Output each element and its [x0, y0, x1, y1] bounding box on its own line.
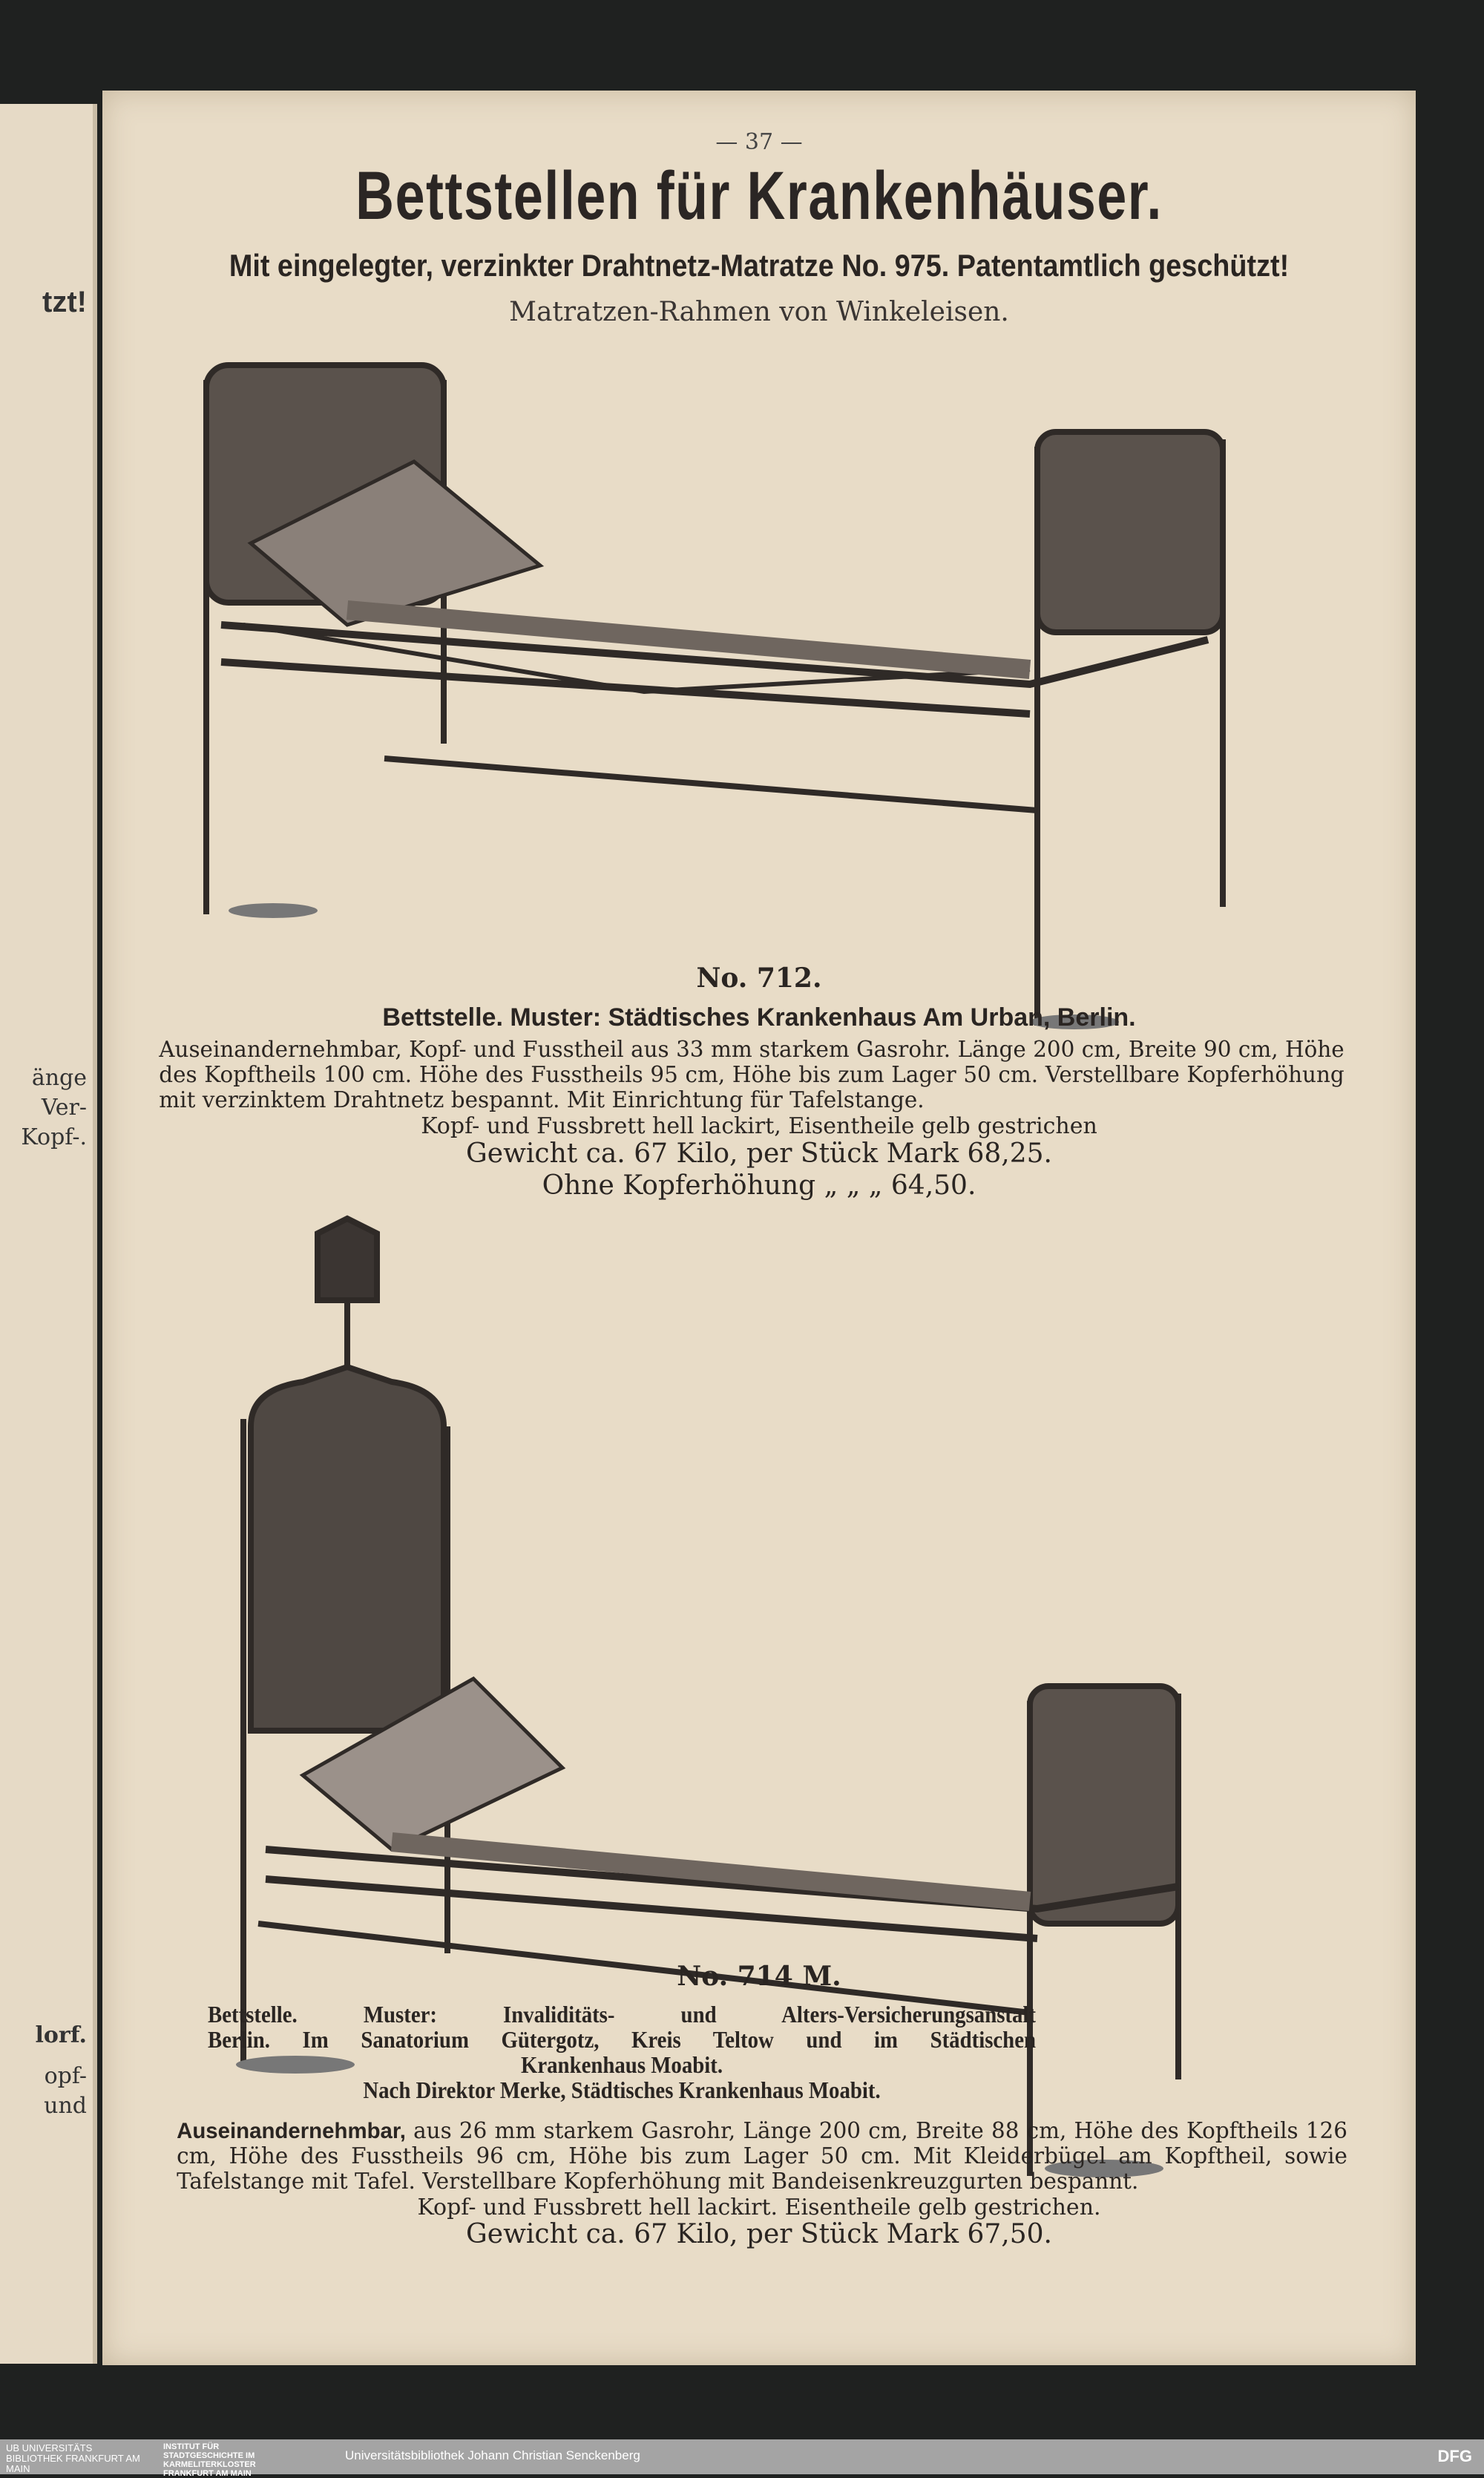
fragment: und: [44, 2093, 87, 2119]
subtitle: Mit eingelegter, verzinkter Drahtnetz-Matratze No. 975. Patentamtlich geschützt!: [229, 248, 1290, 283]
item-714m-price: Gewicht ca. 67 Kilo, per Stück Mark 67,50.: [466, 2219, 1052, 2249]
dfg-logo[interactable]: DFG: [1437, 2447, 1472, 2465]
institut-logo[interactable]: INSTITUT FÜR STADTGESCHICHTE IM KARMELITERKLOSTER FRANKFURT AM MAIN: [163, 2442, 256, 2478]
ub-logo[interactable]: UB UNIVERSITÄTS BIBLIOTHEK FRANKFURT AM MAIN: [6, 2442, 140, 2474]
fragment: tzt!: [42, 286, 87, 318]
fragment: Kopf-.: [21, 1124, 87, 1150]
item-714m-finish: Kopf- und Fussbrett hell lackirt. Eisentheile gelb gestrichen.: [417, 2195, 1101, 2220]
description-text: aus 26 mm starkem Gasrohr, Länge 200 cm, Breite 88 cm, Höhe des Kopftheils 126 cm, Höhe des Fusstheils 96 cm, Höhe bis zum Lager 50 cm. Mit Kleiderbügel am Kopftheil, sowie Tafelstange mit Tafel. Verstellbare Kopferhöhung mit Bandeisenkreuzgurten bespannt.: [177, 2118, 1347, 2195]
heading-line: Krankenhaus Moabit.: [520, 2051, 723, 2078]
footer-bar: [0, 2439, 1484, 2478]
library-name: Universitätsbibliothek Johann Christian Senckenberg: [345, 2448, 640, 2462]
fragment: Ver-: [41, 1095, 87, 1121]
item-712-description: Auseinandernehmbar, Kopf- und Fusstheil aus 33 mm starkem Gasrohr. Länge 200 cm, Breite 90 cm, Höhe des Kopftheils 100 cm. Höhe des Fusstheils 95 cm, Höhe bis zum Lager 50 cm. Verstellbare Kopferhöhung mit verzinktem Drahtnetz bespannt. Mit Einrichtung für Tafelstange.: [159, 1037, 1345, 1113]
heading-line: Nach Direktor Merke, Städtisches Krankenhaus Moabit.: [363, 2077, 881, 2103]
page-title: Bettstellen für Krankenhäuser.: [355, 158, 1163, 234]
bed-712-illustration: [199, 343, 1356, 1055]
description-lead: Auseinandernehmbar,: [177, 2119, 406, 2143]
catalog-page: [102, 91, 1416, 2365]
item-714m-heading: [162, 2002, 1082, 2102]
page-number: — 37 —: [715, 129, 803, 155]
item-714m-number: No. 714 M.: [677, 1961, 841, 1992]
item-712-number: No. 712.: [696, 963, 822, 994]
heading-line: Bettstelle. Muster: Invaliditäts- und Alters-Versicherungsanstalt: [208, 2001, 1036, 2028]
fragment: opf-: [44, 2063, 87, 2089]
subtitle-2: Matratzen-Rahmen von Winkeleisen.: [509, 297, 1009, 327]
item-714m-description: [177, 2119, 1347, 2195]
fragment: lorf.: [35, 2022, 87, 2048]
fragment: änge: [31, 1065, 87, 1091]
item-712-price-without: Ohne Kopferhöhung „ „ „ 64,50.: [542, 1170, 976, 1201]
heading-line: Berlin. Im Sanatorium Gütergotz, Kreis Teltow und im Städtischen: [208, 2026, 1036, 2053]
left-page-edge: [0, 104, 97, 2364]
item-712-finish: Kopf- und Fussbrett hell lackirt, Eisentheile gelb gestrichen: [421, 1113, 1097, 1139]
item-712-heading: Bettstelle. Muster: Städtisches Krankenhaus Am Urban, Berlin.: [382, 1003, 1136, 1032]
item-712-price: Gewicht ca. 67 Kilo, per Stück Mark 68,25.: [466, 1138, 1052, 1169]
